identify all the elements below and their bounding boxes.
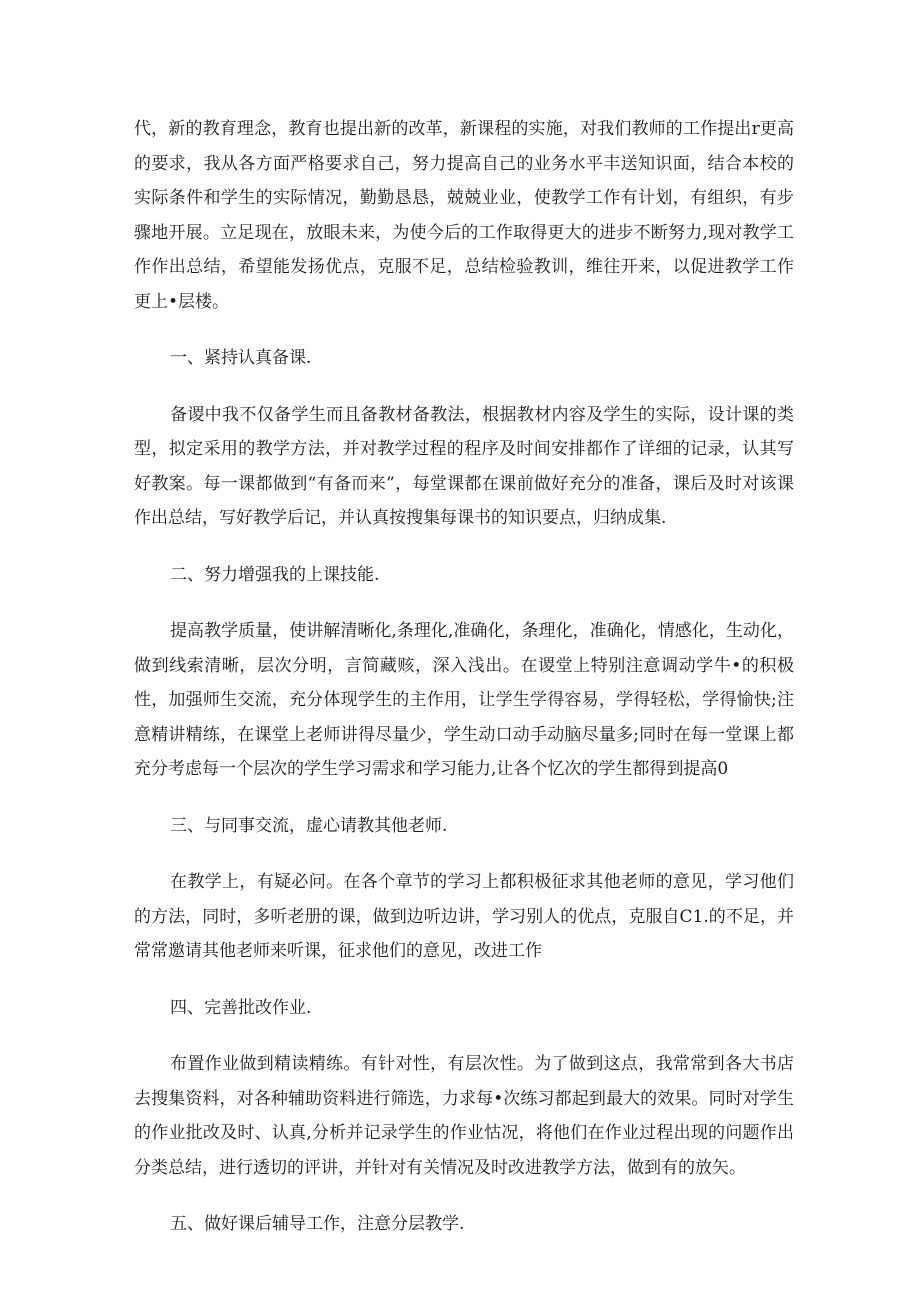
section-body-4: 布置作业做到精读精练。有针对性，有层次性。为了做到这点，我常常到各大书店去搜集资料，对各种辅助资料进行筛选，力求每•次练习都起到最大的效果。同时对学生的作业批改及时、认真,分析并记录学生的作业怙况，将他们在作业过程出现的问题作出分类总结，进行透切的评讲，并针对有关情况及时改进教学方法，做到有的放矢。 [134,1054,794,1178]
paragraph-spacer [134,843,794,865]
paragraph-spacer [134,1185,794,1207]
section-heading-1: 一、紧持认真备课. [170,348,312,368]
paragraph-spacer [134,536,794,558]
paragraph-spacer [134,787,794,809]
section-heading-5: 五、做好课后辅导工作，注意分层教学. [170,1214,465,1234]
section-body-2: 提高教学质量，使讲解清晰化,条理化,准确化，条理化，准确化，情感化，生动化，做到线索清晰，层次分明，言简藏赅，深入浅出。在谡堂上特别注意调动学牛•的积极性，加强师生交流，充分体现学生的主作用，让学生学得容易，学得轻松，学得愉快;注意精讲精练，在课堂上老师讲得尽量少，学生动口动手动脑尽量多;同时在每一堂课上都充分考虑每一个层次的学生学习需求和学习能力,让各个忆次的学生都得到提高0 [134,621,794,779]
section-heading-2: 二、努力增强我的上课技能. [170,564,380,585]
document-body [134,112,794,1242]
paragraph-spacer [134,1025,794,1047]
paragraph-spacer [134,319,794,341]
intro-paragraph: 代，新的教育理念，教育也提出新的改革，新课程的实施，对我们教师的工作提出r更高的要求，我从各方面严格要求自己，努力提高自己的业务水平丰送知识面，结合本校的实际条件和学生的实际情况，勤勤恳恳，兢兢业业，使教学工作有计划，有组织，有步骤地开展。立足现在，放眼未来，为使今后的工作取得更大的进步不断努力,现对教学工作作出总结，希望能发扬优点，克服不足，总结检验教训，维往开来，以促进教学工作更上•层楼。 [134,119,794,312]
paragraph-spacer [134,376,794,398]
section-body-1: 备谡中我不仅备学生而且备教材备教法，根据教材内容及学生的实际，设计课的类型，拟定采用的教学方法，并对教学过程的程序及时间安排都作了详细的记录，认其写好教案。每一课都做到“有备而来”，每堂课都在课前做好充分的准备，课后及时对该课作出总结，写好教学后记，并认真按搜集每课书的知识要点，归纳成集. [134,404,794,528]
section-heading-3: 三、与同事交流，虚心请教其他老师. [170,815,448,836]
section-heading-4: 四、完善批改作业. [170,997,312,1018]
section-body-3: 在教学上，有疑必问。在各个章节的学习上都积极征求其他老师的意见，学习他们的方法，同时，多听老册的课，做到边听边讲，学习别人的优点，克服自C1.的不足，并常常邀请其他老师来听课，征求他们的意见，改进工作 [134,872,794,961]
paragraph-spacer [134,592,794,614]
paragraph-spacer [134,969,794,991]
